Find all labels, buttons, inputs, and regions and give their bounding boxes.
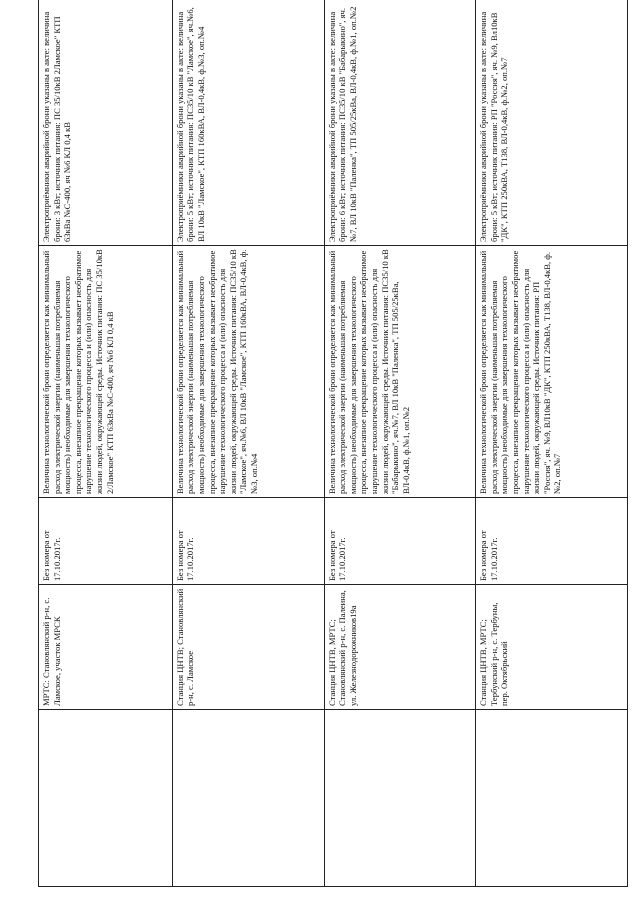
document-cell: Без номера от 17.10.2017г. bbox=[476, 498, 628, 585]
document-cell: Без номера от 17.10.2017г. bbox=[324, 498, 476, 585]
emergency-cell: Электроприёмники аварийной брони указаны в акте: величина брони: 6 кВт; источник питания: ПС35/10 кВ "Бабарыкино", яч.№7, ВЛ 10кВ "Паленка", ТП 505/25кВа, ВЛ-0,4кВ, ф.№1, оп.№2 bbox=[324, 0, 476, 246]
table-row bbox=[324, 0, 476, 887]
table-row bbox=[172, 0, 324, 887]
definition-cell: Величина технологической брони определяется как минимальный расход электрической энергии (наименьшая потребляемая мощность) необходимые для завершения технологического процесса, внезапное прекращение которых вызывает необратимое нарушение технологического процесса и (или) опасность для жизни людей, окружающей среды. Источник питания: ПС35/10 кВ "Бабарыкино", яч.№7, ВЛ 10кВ "Паленка", ТП 505/25кВа, ВЛ-0,4кВ, ф.№1, оп.№2 bbox=[324, 246, 476, 498]
document-cell: Без номера от 17.10.2017г. bbox=[39, 498, 173, 585]
reservation-table bbox=[38, 0, 628, 887]
definition-cell: Величина технологической брони определяется как минимальный расход электрической энергии (наименьшая потребляемая мощность) необходимые для завершения технологического процесса, внезапное прекращение которых вызывает необратимое нарушение технологического процесса и (или) опасность для жизни людей, окружающей среды. Источник питания: ПС 35/10кВ 2/Ламское" КТП 63кВа №С-400, яч №6 КЛ 0,4 кВ bbox=[39, 246, 173, 498]
definition-cell: Величина технологической брони определяется как минимальный расход электрической энергии (наименьшая потребляемая мощность) необходимые для завершения технологического процесса, внезапное прекращение которых вызывает необратимое нарушение технологического процесса и (или) опасность для жизни людей, окружающей среды. Источник питания: РП "Россия", яч. №9, ВЛ10кВ "ДК", КТП 250кВА, Т138, ВЛ-0,4кВ, ф.№2, оп.№7 bbox=[476, 246, 628, 498]
location-cell: Станция ЦНТВ, МРТС; Становлянский р-н, с. Палеина, ул. Железнодорожников19а bbox=[324, 585, 476, 710]
blank-cell bbox=[172, 710, 324, 887]
blank-cell bbox=[476, 710, 628, 887]
rotated-document bbox=[38, 6, 628, 887]
location-cell: МРТС: Становлянский р-н, с. Ламское, участок МРСК bbox=[39, 585, 173, 710]
blank-cell bbox=[324, 710, 476, 887]
location-cell: Станция ЦНТВ; Становлянский р-н, с. Ламское bbox=[172, 585, 324, 710]
emergency-cell: Электроприёмники аварийной брони указаны в акте: величина брони: 5 кВт; источник питания: РП "Россия", яч. №9, Вл10кВ "ДК", КТП 250кВА, Т138, ВЛ-0,4кВ, ф.№2, оп.№7 bbox=[476, 0, 628, 246]
definition-cell: Величина технологической брони определяется как минимальный расход электрической энергии (наименьшая потребляемая мощность) необходимые для завершения технологического процесса, внезапное прекращение которых вызывает необратимое нарушение технологического процесса и (или) опасность для жизни людей, окружающей среды. Источник питания: ПС35/10 кВ "Ламское", яч.№6, ВЛ 10кВ "Ламское", КТП 160кВА, ВЛ-0,4кВ, ф.№3, оп.№4 bbox=[172, 246, 324, 498]
location-cell: Станция ЦНТВ, МРТС; Тербунский р-н, с. Тербуны, пер. Октябрьский bbox=[476, 585, 628, 710]
table-row bbox=[476, 0, 628, 887]
table-row bbox=[39, 0, 173, 887]
emergency-cell: Электроприёмники аварийной брони указаны в акте: величина брони: 5 кВт; источник питания: ПС35/10 кВ "Ламское", яч.№6, ВЛ 10кВ "Ламское", КТП 160кВА, ВЛ-0,4кВ, ф.№3, оп.№4 bbox=[172, 0, 324, 246]
document-cell: Без номера от 17.10.2017г. bbox=[172, 498, 324, 585]
emergency-cell: Электроприёмники аварийной брони указаны в акте: величина брони: 3 кВт; источник питания: ПС 35/10кВ 2Ламское" КТП 63кВа №С-400, яч №6 КЛ 0,4 кВ bbox=[39, 0, 173, 246]
blank-cell bbox=[39, 710, 173, 887]
